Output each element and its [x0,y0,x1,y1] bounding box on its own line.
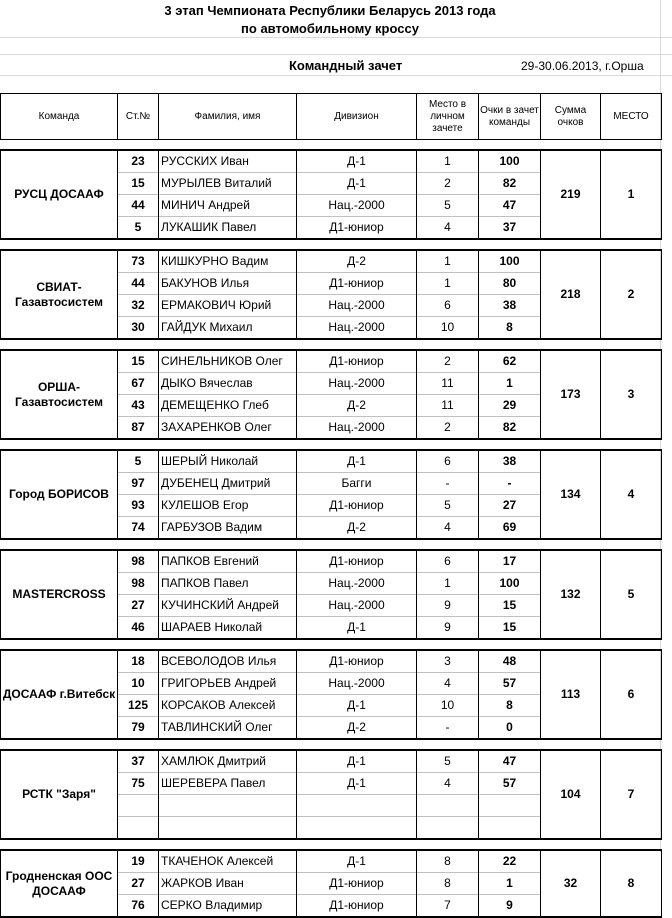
team-points: 62 [479,350,541,373]
start-number: 18 [118,650,159,673]
team-points: 69 [479,517,541,540]
points-sum: 113 [541,650,601,739]
personal-place: 5 [417,750,479,773]
start-number: 75 [118,773,159,795]
start-number: 76 [118,895,159,918]
driver-name: ДЫКО Вячеслав [159,373,297,395]
division: Д-1 [297,773,417,795]
driver-name [159,795,297,817]
personal-place [417,795,479,817]
team-points: 15 [479,595,541,617]
personal-place: 11 [417,395,479,417]
personal-place: 2 [417,417,479,440]
group-separator [1,140,662,151]
start-number: 15 [118,350,159,373]
driver-name: СЕРКО Владимир [159,895,297,918]
division: Д-1 [297,750,417,773]
team-points: 47 [479,750,541,773]
driver-name: ТАВЛИНСКИЙ Олег [159,717,297,740]
team-points: 82 [479,173,541,195]
team-points: 100 [479,250,541,273]
team-points: 17 [479,550,541,573]
team-points: 9 [479,895,541,918]
col-division: Дивизион [297,94,417,140]
team-points: 38 [479,450,541,473]
table-row [1,550,662,573]
personal-place: 6 [417,295,479,317]
table-row [1,250,662,273]
col-team: Команда [1,94,118,140]
group-separator [1,839,662,850]
team-points: 47 [479,195,541,217]
driver-name: КУЛЕШОВ Егор [159,495,297,517]
personal-place: 8 [417,873,479,895]
personal-place: - [417,717,479,740]
table-row [1,850,662,873]
personal-place: 4 [417,773,479,795]
personal-place: 1 [417,150,479,173]
division: Нац.-2000 [297,595,417,617]
points-sum: 104 [541,750,601,839]
start-number: 30 [118,317,159,340]
driver-name: РУССКИХ Иван [159,150,297,173]
division: Багги [297,473,417,495]
team-name: ДОСААФ г.Витебск [1,650,118,739]
division: Д1-юниор [297,217,417,240]
start-number: 79 [118,717,159,740]
personal-place: 1 [417,250,479,273]
start-number: 27 [118,873,159,895]
points-sum: 218 [541,250,601,339]
driver-name: БАКУНОВ Илья [159,273,297,295]
personal-place: 10 [417,695,479,717]
personal-place: 9 [417,617,479,640]
start-number: 87 [118,417,159,440]
driver-name: ЗАХАРЕНКОВ Олег [159,417,297,440]
personal-place: 2 [417,350,479,373]
start-number: 73 [118,250,159,273]
start-number: 32 [118,295,159,317]
division: Д1-юниор [297,495,417,517]
col-start-no: Ст.№ [118,94,159,140]
start-number: 67 [118,373,159,395]
personal-place: 5 [417,195,479,217]
division: Нац.-2000 [297,295,417,317]
col-personal-place: Место в личном зачете [417,94,479,140]
driver-name: ДУБЕНЕЦ Дмитрий [159,473,297,495]
table-row [1,350,662,373]
team-points: 0 [479,717,541,740]
personal-place: 9 [417,595,479,617]
team-points: 38 [479,295,541,317]
report-subtitle: по автомобильному кроссу [241,21,419,36]
team-points: 8 [479,695,541,717]
division: Д-1 [297,450,417,473]
start-number: 44 [118,195,159,217]
points-sum: 32 [541,850,601,917]
driver-name: ХАМЛЮК Дмитрий [159,750,297,773]
personal-place: 3 [417,650,479,673]
group-separator [1,339,662,350]
start-number: 74 [118,517,159,540]
table-row [1,150,662,173]
gridline [0,54,672,55]
start-number: 46 [118,617,159,640]
division [297,817,417,840]
personal-place: 4 [417,517,479,540]
group-separator [1,439,662,450]
table-row [1,650,662,673]
start-number: 37 [118,750,159,773]
start-number [118,795,159,817]
driver-name: ДЕМЕЩЕНКО Глеб [159,395,297,417]
team-points: 15 [479,617,541,640]
personal-place: 5 [417,495,479,517]
points-sum: 219 [541,150,601,239]
division: Д1-юниор [297,350,417,373]
start-number: 98 [118,550,159,573]
table-header [1,94,662,140]
group-separator [1,639,662,650]
division: Д1-юниор [297,650,417,673]
division: Д1-юниор [297,550,417,573]
personal-place: 10 [417,317,479,340]
driver-name: КУЧИНСКИЙ Андрей [159,595,297,617]
team-name: РСТК "Заря" [1,750,118,839]
division: Нац.-2000 [297,317,417,340]
driver-name: ГРИГОРЬЕВ Андрей [159,673,297,695]
group-separator [1,239,662,250]
driver-name: МИНИЧ Андрей [159,195,297,217]
driver-name: ЛУКАШИК Павел [159,217,297,240]
personal-place: 2 [417,173,479,195]
start-number: 23 [118,150,159,173]
standings-table [0,93,662,918]
division [297,795,417,817]
group-separator [1,739,662,750]
team-points: 82 [479,417,541,440]
team-place: 1 [601,150,662,239]
team-name: РУСЦ ДОСААФ [1,150,118,239]
driver-name: ЕРМАКОВИЧ Юрий [159,295,297,317]
team-points: 8 [479,317,541,340]
division: Д-2 [297,717,417,740]
personal-place [417,817,479,840]
team-points: 1 [479,373,541,395]
col-name: Фамилия, имя [159,94,297,140]
division: Д-2 [297,517,417,540]
team-place: 4 [601,450,662,539]
start-number: 27 [118,595,159,617]
start-number: 93 [118,495,159,517]
start-number: 5 [118,217,159,240]
date-place: 29-30.06.2013, г.Орша [521,59,644,73]
personal-place: 11 [417,373,479,395]
division: Нац.-2000 [297,373,417,395]
gridline [0,75,672,76]
driver-name: ПАПКОВ Павел [159,573,297,595]
team-place: 6 [601,650,662,739]
team-place: 7 [601,750,662,839]
team-points: 80 [479,273,541,295]
division: Нац.-2000 [297,573,417,595]
points-sum: 132 [541,550,601,639]
personal-place: 7 [417,895,479,918]
start-number: 5 [118,450,159,473]
division: Нац.-2000 [297,417,417,440]
driver-name: ПАПКОВ Евгений [159,550,297,573]
driver-name: КОРСАКОВ Алексей [159,695,297,717]
driver-name: ШЕРЕВЕРА Павел [159,773,297,795]
team-points: 57 [479,773,541,795]
driver-name: КИШКУРНО Вадим [159,250,297,273]
personal-place: 1 [417,573,479,595]
team-points: 57 [479,673,541,695]
report-title: 3 этап Чемпионата Республики Беларусь 2013 года [164,3,496,18]
col-place: МЕСТО [601,94,662,140]
personal-place: 6 [417,550,479,573]
team-points [479,795,541,817]
start-number: 97 [118,473,159,495]
driver-name: МУРЫЛЕВ Виталий [159,173,297,195]
driver-name: ГАЙДУК Михаил [159,317,297,340]
division: Д-1 [297,150,417,173]
division: Нац.-2000 [297,195,417,217]
personal-place: 1 [417,273,479,295]
division: Д-1 [297,617,417,640]
driver-name [159,817,297,840]
table-row [1,750,662,773]
table-row [1,450,662,473]
start-number: 44 [118,273,159,295]
team-place: 5 [601,550,662,639]
driver-name: ШАРАЕВ Николай [159,617,297,640]
personal-place: 8 [417,850,479,873]
team-name: Город БОРИСОВ [1,450,118,539]
start-number [118,817,159,840]
team-name: Гродненская ООС ДОСААФ [1,850,118,917]
col-team-points: Очки в зачет команды [479,94,541,140]
division: Д-1 [297,850,417,873]
personal-place: 4 [417,217,479,240]
personal-place: - [417,473,479,495]
group-separator [1,539,662,550]
team-name: СВИАТ-Газавтосистем [1,250,118,339]
team-place: 2 [601,250,662,339]
division: Д-2 [297,250,417,273]
start-number: 98 [118,573,159,595]
team-points: 22 [479,850,541,873]
team-points: 1 [479,873,541,895]
team-points: 48 [479,650,541,673]
driver-name: ЖАРКОВ Иван [159,873,297,895]
division: Д1-юниор [297,873,417,895]
division: Нац.-2000 [297,673,417,695]
personal-place: 4 [417,673,479,695]
standings-label: Командный зачет [289,58,403,73]
team-points: 27 [479,495,541,517]
team-name: MASTERCROSS [1,550,118,639]
driver-name: СИНЕЛЬНИКОВ Олег [159,350,297,373]
team-points: - [479,473,541,495]
gridline [0,37,672,38]
driver-name: ВСЕВОЛОДОВ Илья [159,650,297,673]
col-sum: Сумма очков [541,94,601,140]
division: Д-2 [297,395,417,417]
driver-name: ГАРБУЗОВ Вадим [159,517,297,540]
start-number: 10 [118,673,159,695]
team-points: 100 [479,573,541,595]
start-number: 125 [118,695,159,717]
points-sum: 173 [541,350,601,439]
team-place: 3 [601,350,662,439]
team-points [479,817,541,840]
team-points: 100 [479,150,541,173]
division: Д1-юниор [297,273,417,295]
team-points: 29 [479,395,541,417]
team-name: ОРША-Газавтосистем [1,350,118,439]
team-place: 8 [601,850,662,917]
start-number: 43 [118,395,159,417]
driver-name: ТКАЧЕНОК Алексей [159,850,297,873]
start-number: 15 [118,173,159,195]
driver-name: ШЕРЫЙ Николай [159,450,297,473]
personal-place: 6 [417,450,479,473]
points-sum: 134 [541,450,601,539]
start-number: 19 [118,850,159,873]
team-points: 37 [479,217,541,240]
division: Д1-юниор [297,895,417,918]
division: Д-1 [297,695,417,717]
division: Д-1 [297,173,417,195]
